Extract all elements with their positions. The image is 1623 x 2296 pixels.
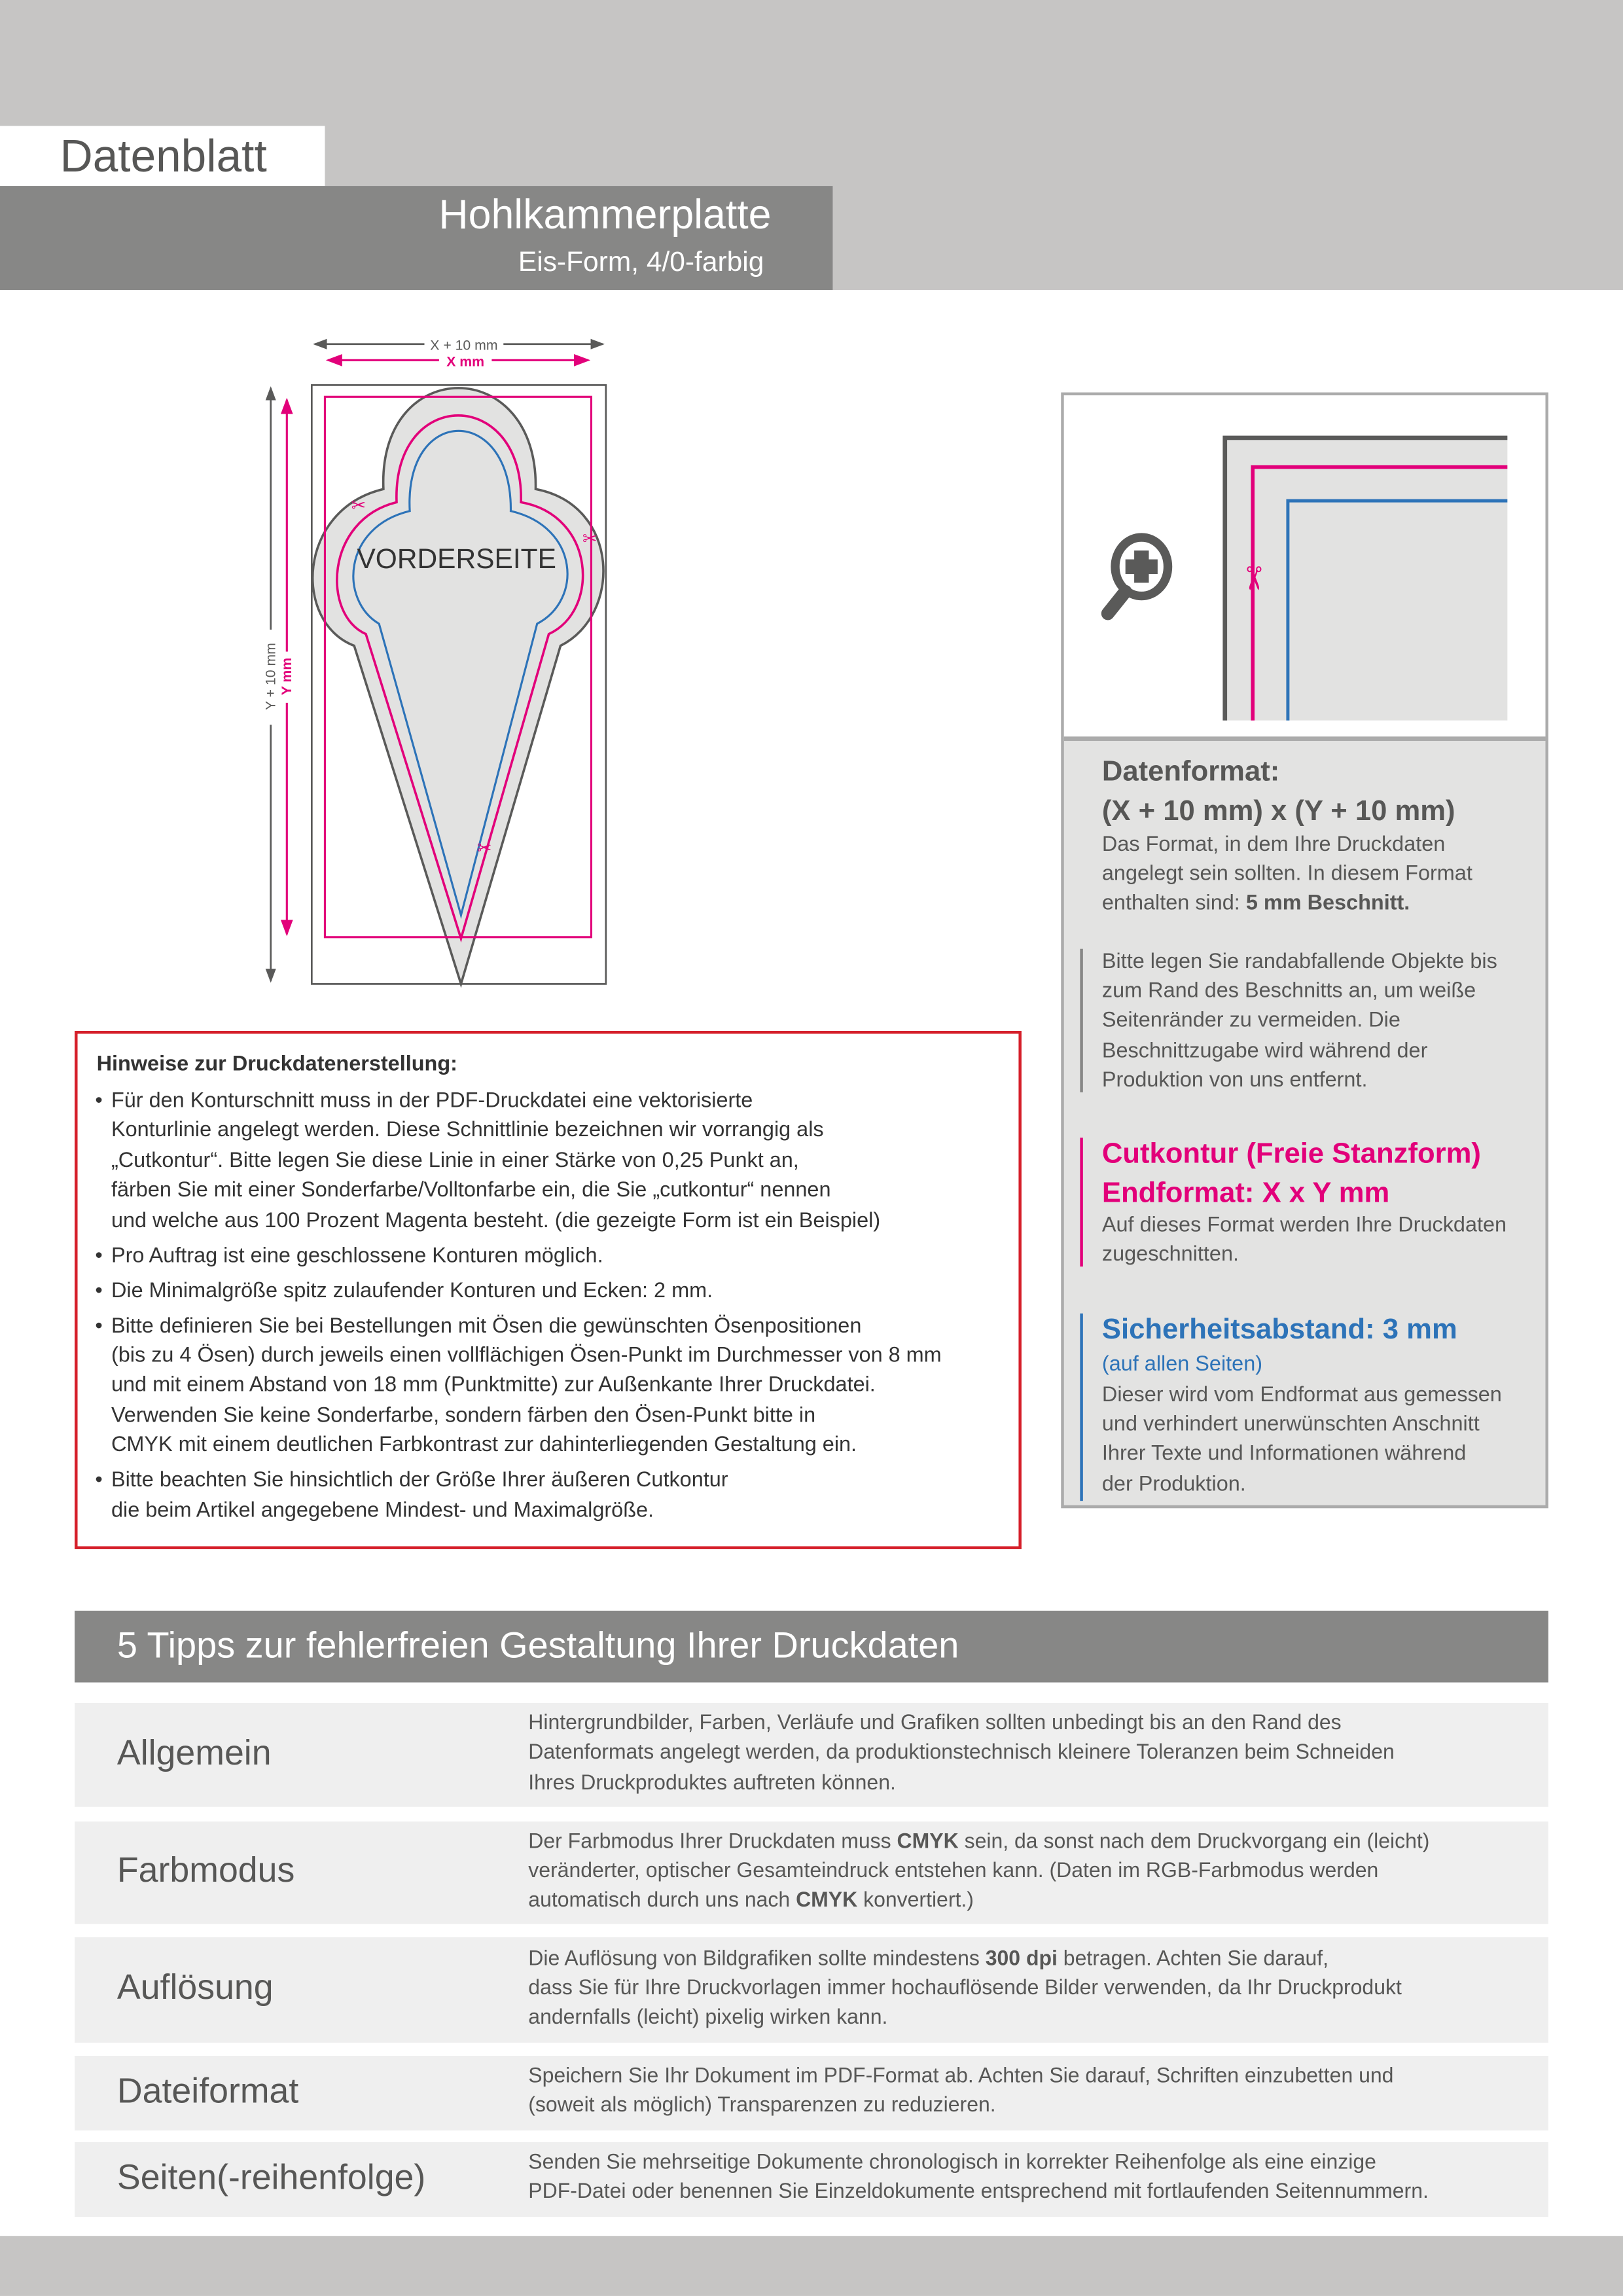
tip-description	[528, 1944, 1402, 2033]
tip-line	[528, 1768, 1395, 1798]
hint-line: (bis zu 4 Ösen) durch jeweils einen vollflächigen Ösen-Punkt im Durchmesser von 8 mm	[111, 1344, 942, 1368]
tips-header: 5 Tipps zur fehlerfreien Gestaltung Ihrer Druckdaten	[75, 1611, 1548, 1683]
tip-text: Hintergrundbilder, Farben, Verläufe und Grafiken sollten unbedingt bis an den Rand des	[528, 1712, 1342, 1736]
datenformat-formula: (X + 10 mm) x (Y + 10 mm)	[1101, 795, 1455, 828]
hint-line: Bitte definieren Sie bei Bestellungen mit Ösen die gewünschten Ösenpositionen	[111, 1314, 862, 1338]
tip-line	[528, 2092, 1393, 2121]
hint-line: „Cutkontur“. Bitte legen Sie diese Linie in einer Stärke von 0,25 Punkt an,	[111, 1149, 799, 1173]
bullet-icon: •	[95, 1244, 103, 1268]
hint-item	[95, 1276, 941, 1306]
tip-text: betragen. Achten Sie darauf,	[1057, 1946, 1329, 1971]
datenformat-line: angelegt sein sollten. In diesem Format	[1101, 862, 1472, 886]
tip-line	[528, 1973, 1402, 2003]
safety-bar	[1080, 1314, 1082, 1501]
bleed-note-line: Beschnittzugabe wird während der	[1101, 1039, 1428, 1063]
hint-item	[95, 1312, 941, 1461]
corner-illustration	[1064, 395, 1546, 741]
tip-emphasis: 300 dpi	[985, 1946, 1058, 1971]
doc-type-label: Datenblatt	[0, 126, 325, 186]
tip-label: Farbmodus	[116, 1850, 295, 1891]
bleed-note-line: Produktion von uns entfernt.	[1101, 1068, 1368, 1092]
tip-line	[528, 1944, 1402, 1973]
hint-item	[95, 1466, 941, 1526]
dim-label-outer-x: X + 10 mm	[430, 337, 498, 353]
hints-title: Hinweise zur Druckdatenerstellung:	[96, 1052, 457, 1077]
datenformat-line: Das Format, in dem Ihre Druckdaten	[1101, 833, 1446, 857]
bleed-note-line: Seitenränder zu vermeiden. Die	[1101, 1009, 1400, 1033]
hint-line: färben Sie mit einer Sonderfarbe/Volltonfarbe ein, die Sie „cutkontur“ nennen	[111, 1179, 831, 1203]
tip-text: PDF-Datei oder benennen Sie Einzeldokumente entsprechend mit fortlaufenden Seitennummern.	[528, 2181, 1429, 2205]
hint-line: Konturlinie angelegt werden. Diese Schnittlinie bezeichnen wir vorrangig als	[111, 1119, 824, 1143]
product-variant: Eis-Form, 4/0-farbig	[518, 247, 764, 279]
format-info-panel	[1061, 393, 1548, 1509]
hint-line: Für den Konturschnitt muss in der PDF-Druckdatei eine vektorisierte	[111, 1089, 753, 1113]
bullet-icon: •	[95, 1314, 103, 1338]
safety-title: Sicherheitsabstand: 3 mm	[1101, 1313, 1457, 1346]
hint-item	[95, 1086, 941, 1236]
tip-label: Allgemein	[116, 1732, 272, 1773]
bottom-band	[0, 2236, 1623, 2296]
tip-description	[528, 1827, 1429, 1916]
hint-line: und welche aus 100 Prozent Magenta besteht. (die gezeigte Form ist ein Beispiel)	[111, 1209, 881, 1232]
datenformat-text: enthalten sind:	[1101, 891, 1246, 916]
cutkontur-subtitle: Endformat: X x Y mm	[1101, 1177, 1390, 1210]
hint-item	[95, 1241, 941, 1271]
tip-line	[528, 2062, 1393, 2091]
tip-row	[75, 1937, 1548, 2043]
scissors-icon: ✂	[351, 495, 366, 515]
tip-text: Ihres Druckproduktes auftreten können.	[528, 1771, 896, 1795]
print-data-hints-box	[75, 1031, 1022, 1549]
datenformat-title: Datenformat:	[1101, 755, 1280, 788]
tip-line	[528, 2178, 1429, 2208]
tip-row	[75, 1703, 1548, 1807]
tip-text: sein, da sonst nach dem Druckvorgang ein (leicht)	[958, 1829, 1430, 1854]
zoom-in-icon	[1108, 537, 1168, 613]
cutkontur-line: zugeschnitten.	[1101, 1243, 1240, 1267]
hint-line: und mit einem Abstand von 18 mm (Punktmitte) zur Außenkante Ihrer Druckdatei.	[111, 1374, 876, 1398]
side-label: VORDERSEITE	[357, 544, 556, 575]
bullet-icon: •	[95, 1089, 103, 1113]
safety-line-text: Dieser wird vom Endformat aus gemessen	[1101, 1384, 1502, 1407]
cutkontur-title: Cutkontur (Freie Stanzform)	[1101, 1138, 1481, 1170]
tip-line	[528, 1709, 1395, 1738]
safety-line-text: der Produktion.	[1101, 1472, 1246, 1496]
datenformat-line	[1102, 889, 1410, 918]
tip-row	[75, 1821, 1548, 1924]
tip-label: Auflösung	[116, 1967, 274, 2008]
safety-subtitle: (auf allen Seiten)	[1101, 1353, 1263, 1376]
hints-list	[95, 1086, 941, 1531]
dim-label-outer-y: Y + 10 mm	[262, 643, 279, 711]
tip-description	[528, 2062, 1393, 2121]
cutkontur-bar	[1080, 1138, 1082, 1266]
tip-label: Dateiformat	[116, 2071, 299, 2111]
bleed-amount: 5 mm Beschnitt.	[1245, 891, 1410, 916]
tip-emphasis: CMYK	[796, 1889, 858, 1913]
cutkontur-line: Auf dieses Format werden Ihre Druckdaten	[1101, 1213, 1507, 1238]
shape-bleed-outline	[313, 388, 603, 984]
tip-row	[75, 2056, 1548, 2130]
bullet-icon: •	[95, 1279, 103, 1303]
hint-line: Verwenden Sie keine Sonderfarbe, sondern färben den Ösen-Punkt bitte in	[111, 1404, 816, 1427]
tip-text: Die Auflösung von Bildgrafiken sollte mindestens	[528, 1946, 986, 1971]
bleed-note-line: Bitte legen Sie randabfallende Objekte bis	[1101, 950, 1497, 974]
scissors-icon: ✂	[477, 838, 492, 858]
tip-description	[528, 1709, 1395, 1798]
tip-line	[528, 1856, 1429, 1886]
tip-line	[528, 1738, 1395, 1768]
tip-line	[528, 2003, 1402, 2033]
tip-text: Speichern Sie Ihr Dokument im PDF-Format ab. Achten Sie darauf, Schriften einzubetten und	[528, 2064, 1394, 2089]
tip-text: veränderter, optischer Gesamteindruck entstehen kann. (Daten im RGB-Farbmodus werden	[528, 1859, 1379, 1883]
tip-text: konvertiert.)	[857, 1889, 974, 1913]
tip-row	[75, 2142, 1548, 2217]
tip-text: (soweit als möglich) Transparenzen zu reduzieren.	[528, 2094, 996, 2119]
tip-line	[528, 1827, 1429, 1856]
scissors-icon: ✂	[582, 529, 597, 549]
safety-line-text: Ihrer Texte und Informationen während	[1101, 1443, 1467, 1467]
tip-label: Seiten(-reihenfolge)	[116, 2157, 426, 2197]
tip-text: automatisch durch uns nach	[528, 1889, 796, 1913]
hint-line: CMYK mit einem deutlichen Farbkontrast zur dahinterliegenden Gestaltung ein.	[111, 1433, 857, 1458]
scissors-icon: ✂	[1235, 565, 1272, 592]
tip-text: dass Sie für Ihre Druckvorlagen immer hochauflösende Bilder verwenden, da Ihr Druckprodukt	[528, 1976, 1402, 2000]
tip-line	[528, 2148, 1429, 2178]
tip-text: Datenformats angelegt werden, da produktionstechnisch kleinere Toleranzen beim Schneiden	[528, 1741, 1395, 1765]
tip-text: andernfalls (leicht) pixelig wirken kann.	[528, 2006, 888, 2030]
tip-description	[528, 2148, 1429, 2208]
tip-line	[528, 1886, 1429, 1916]
hint-line: Die Minimalgröße spitz zulaufender Konturen und Ecken: 2 mm.	[111, 1279, 713, 1303]
safety-line-text: und verhindert unerwünschten Anschnitt	[1101, 1413, 1480, 1437]
dim-label-inner-x: X mm	[446, 353, 485, 370]
tip-text: Der Farbmodus Ihrer Druckdaten muss	[528, 1829, 897, 1854]
hint-line: Bitte beachten Sie hinsichtlich der Größe Ihrer äußeren Cutkontur	[111, 1469, 728, 1493]
tip-emphasis: CMYK	[897, 1829, 959, 1854]
bleed-note-bar	[1080, 949, 1082, 1092]
product-title: Hohlkammerplatte	[438, 192, 772, 238]
bleed-note-line: zum Rand des Beschnitts an, um weiße	[1101, 980, 1476, 1003]
dim-label-inner-y: Y mm	[279, 657, 295, 696]
hint-line: die beim Artikel angegebene Mindest- und Maximalgröße.	[111, 1499, 654, 1522]
hint-line: Pro Auftrag ist eine geschlossene Konturen möglich.	[111, 1244, 603, 1268]
bullet-icon: •	[95, 1469, 103, 1493]
tip-text: Senden Sie mehrseitige Dokumente chronologisch in korrekter Reihenfolge als eine einzige	[528, 2151, 1376, 2175]
